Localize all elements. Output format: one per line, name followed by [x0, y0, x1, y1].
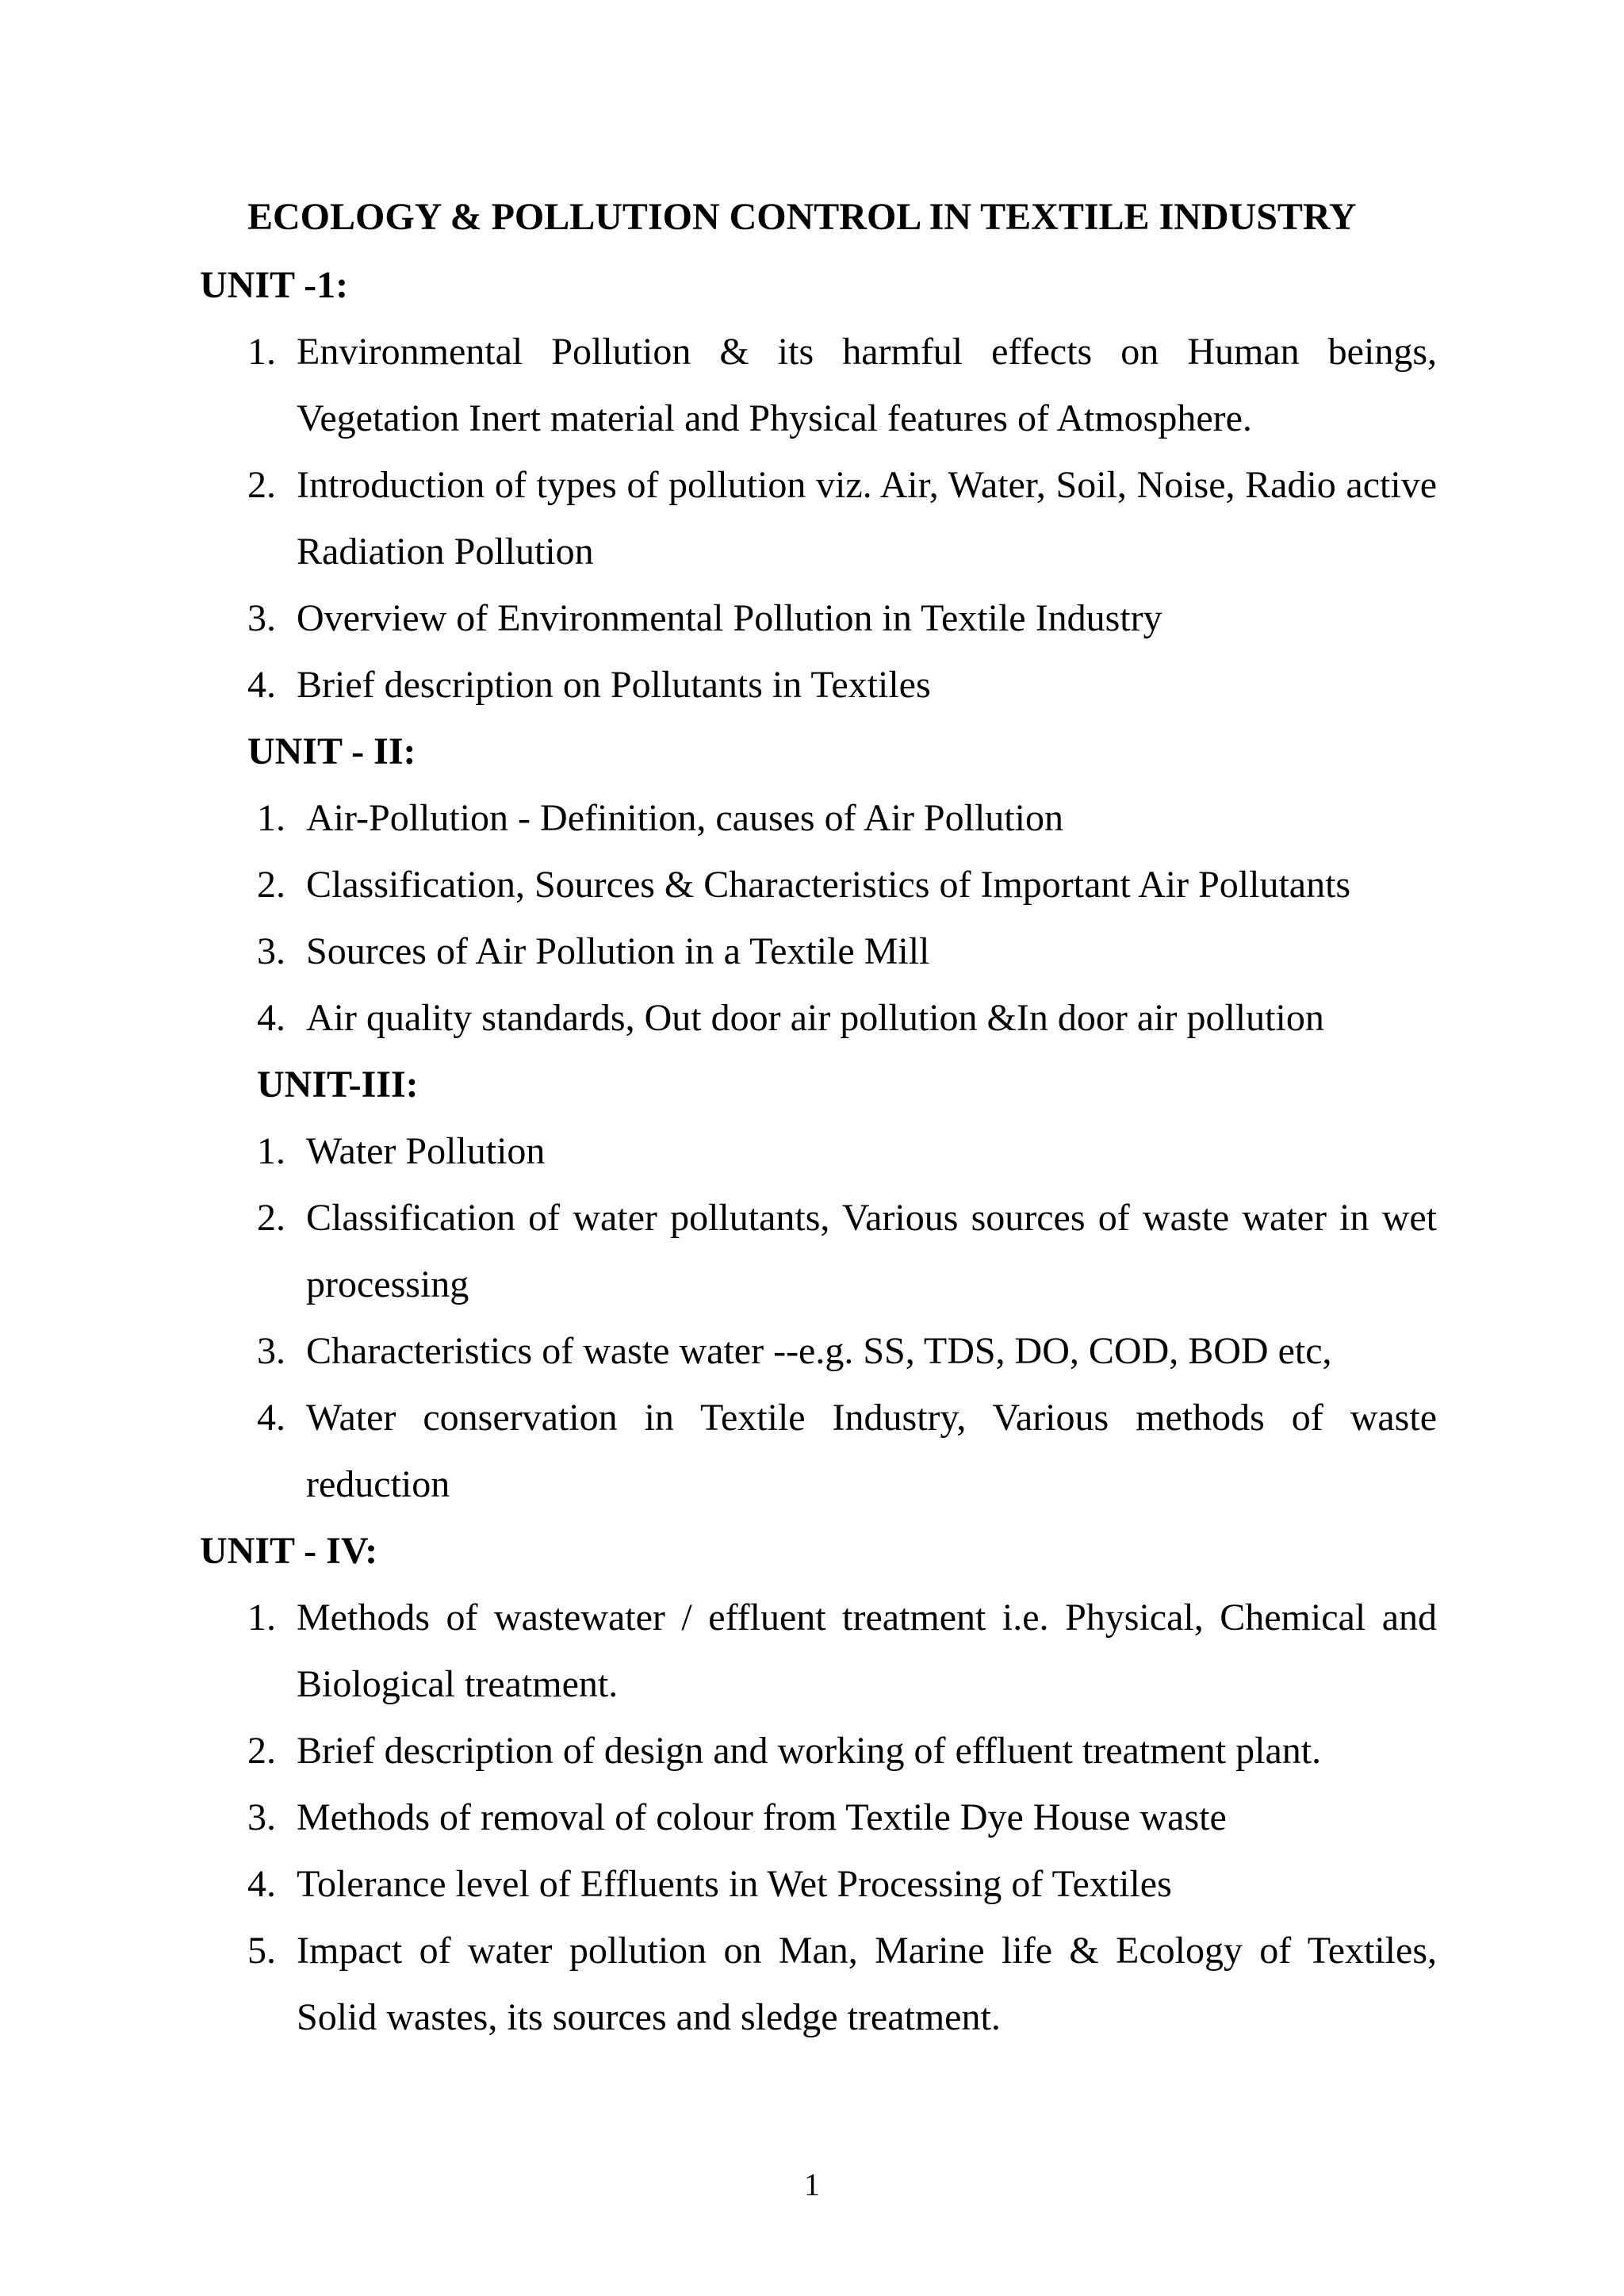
list-item-text: Overview of Environmental Pollution in Textile Industry: [297, 597, 1162, 639]
list-item-text: Impact of water pollution on Man, Marine life & Ecology of Textiles, Solid wastes, its sources and sledge treatment.: [297, 1930, 1437, 2038]
list-item: [247, 1851, 1437, 1918]
list-item-number: 2.: [257, 1197, 285, 1239]
list-item-text: Water conservation in Textile Industry, Various methods of waste reduction: [306, 1397, 1437, 1505]
list-item: [247, 1784, 1437, 1851]
list-item-text: Brief description of design and working of effluent treatment plant.: [297, 1730, 1322, 1772]
list-item: [257, 1385, 1437, 1518]
list-item: [247, 1585, 1437, 1718]
list-item-number: 1.: [257, 1130, 285, 1172]
list-item-text: Air quality standards, Out door air pollution &In door air pollution: [306, 997, 1324, 1039]
list-item: [247, 652, 1437, 719]
list-item-number: 3.: [257, 930, 285, 972]
document-title: ECOLOGY & POLLUTION CONTROL IN TEXTILE INDUSTRY: [247, 196, 1357, 238]
list-item-number: 1.: [247, 1596, 276, 1639]
list-item: [247, 1918, 1437, 2051]
list-item-text: Tolerance level of Effluents in Wet Processing of Textiles: [297, 1863, 1172, 1905]
page-number: 1: [804, 2167, 820, 2202]
list-item: [247, 585, 1437, 652]
list-item: [257, 852, 1437, 918]
list-item-number: 3.: [247, 597, 276, 639]
list-item: [257, 918, 1437, 985]
list-item-text: Introduction of types of pollution viz. Air, Water, Soil, Noise, Radio active Radiation Pollution: [297, 464, 1437, 573]
list-item-text: Methods of removal of colour from Textile Dye House waste: [297, 1796, 1227, 1838]
list-item-number: 2.: [257, 864, 285, 906]
list-item: [247, 452, 1437, 585]
list-item-text: Brief description on Pollutants in Textiles: [297, 664, 931, 706]
list-item: [257, 985, 1437, 1052]
list-item-number: 1.: [247, 331, 276, 373]
list-item-number: 4.: [257, 1397, 285, 1439]
list-item: [257, 1318, 1437, 1385]
list-item-number: 5.: [247, 1930, 276, 1972]
unit-4-heading: UNIT - IV:: [200, 1530, 378, 1572]
list-item-text: Characteristics of waste water --e.g. SS, TDS, DO, COD, BOD etc,: [306, 1330, 1332, 1372]
list-item-number: 2.: [247, 1730, 276, 1772]
list-item-number: 4.: [247, 664, 276, 706]
unit-1-heading: UNIT -1:: [200, 264, 349, 306]
list-item: [247, 1718, 1437, 1784]
list-item-number: 3.: [257, 1330, 285, 1372]
list-item-text: Sources of Air Pollution in a Textile Mill: [306, 930, 930, 972]
list-item: [257, 1118, 1437, 1185]
unit-3-heading: UNIT-III:: [257, 1064, 419, 1106]
list-item-number: 2.: [247, 464, 276, 506]
list-item-text: Methods of wastewater / effluent treatment i.e. Physical, Chemical and Biological treatment.: [297, 1596, 1437, 1705]
list-item: [257, 1185, 1437, 1318]
list-item-text: Air-Pollution - Definition, causes of Air Pollution: [306, 797, 1063, 839]
list-item-number: 4.: [257, 997, 285, 1039]
list-item-text: Water Pollution: [306, 1130, 546, 1172]
list-item: [247, 319, 1437, 452]
list-item-text: Classification, Sources & Characteristics of Important Air Pollutants: [306, 864, 1351, 906]
list-item-text: Environmental Pollution & its harmful effects on Human beings, Vegetation Inert material and Physical features of Atmosphere.: [297, 331, 1437, 439]
list-item-number: 4.: [247, 1863, 276, 1905]
list-item: [257, 785, 1437, 852]
list-item-number: 1.: [257, 797, 285, 839]
unit-2-heading: UNIT - II:: [247, 730, 416, 772]
list-item-number: 3.: [247, 1796, 276, 1838]
list-item-text: Classification of water pollutants, Various sources of waste water in wet processing: [306, 1197, 1437, 1305]
